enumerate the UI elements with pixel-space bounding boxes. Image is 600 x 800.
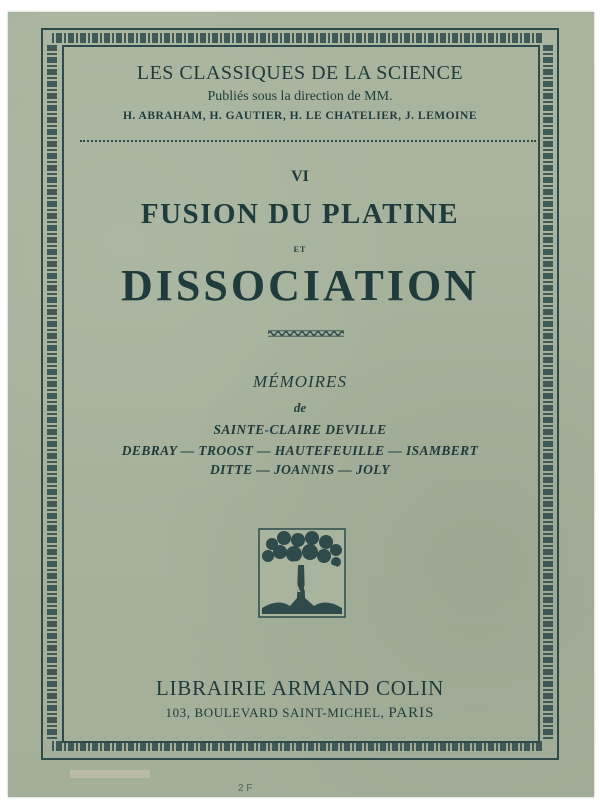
authors-line-2: DEBRAY — TROOST — HAUTEFEUILLE — ISAMBERT bbox=[121, 443, 479, 458]
greek-key-border-top bbox=[52, 33, 544, 43]
de-label: de bbox=[293, 400, 307, 415]
address-city: PARIS bbox=[388, 705, 435, 721]
series-title: LES CLASSIQUES DE LA SCIENCE bbox=[136, 62, 464, 84]
greek-key-border-bottom bbox=[52, 741, 544, 751]
library-sticker-remnant bbox=[70, 770, 150, 778]
volume-number: VI bbox=[291, 168, 309, 185]
authors-line-3: DITTE — JOANNIS — JOLY bbox=[209, 462, 391, 477]
inner-border-frame bbox=[62, 45, 540, 743]
memoires-label: MÉMOIRES bbox=[253, 372, 347, 391]
title-line-1: FUSION DU PLATINE bbox=[140, 198, 460, 230]
authors-line-1: SAINTE-CLAIRE DEVILLE bbox=[213, 422, 387, 437]
header-divider bbox=[80, 140, 536, 142]
greek-key-border-right bbox=[543, 45, 553, 739]
publisher-name: LIBRAIRIE ARMAND COLIN bbox=[155, 676, 445, 700]
pencil-price-mark: 2 F bbox=[238, 783, 253, 794]
wavy-ornament bbox=[268, 330, 344, 337]
directors-list: H. ABRAHAM, H. GAUTIER, H. LE CHATELIER, J. LEMOINE bbox=[122, 110, 478, 122]
title-conjunction: ET bbox=[293, 245, 307, 254]
emblem-letters: A C bbox=[291, 580, 313, 595]
publisher-address bbox=[0, 705, 600, 722]
title-line-2: DISSOCIATION bbox=[121, 261, 479, 310]
publisher-note: Publiés sous la direction de MM. bbox=[207, 89, 393, 104]
tree-emblem-logo bbox=[258, 528, 346, 618]
greek-key-border-left bbox=[47, 45, 57, 739]
address-street: 103, BOULEVARD SAINT-MICHEL, bbox=[165, 705, 385, 720]
